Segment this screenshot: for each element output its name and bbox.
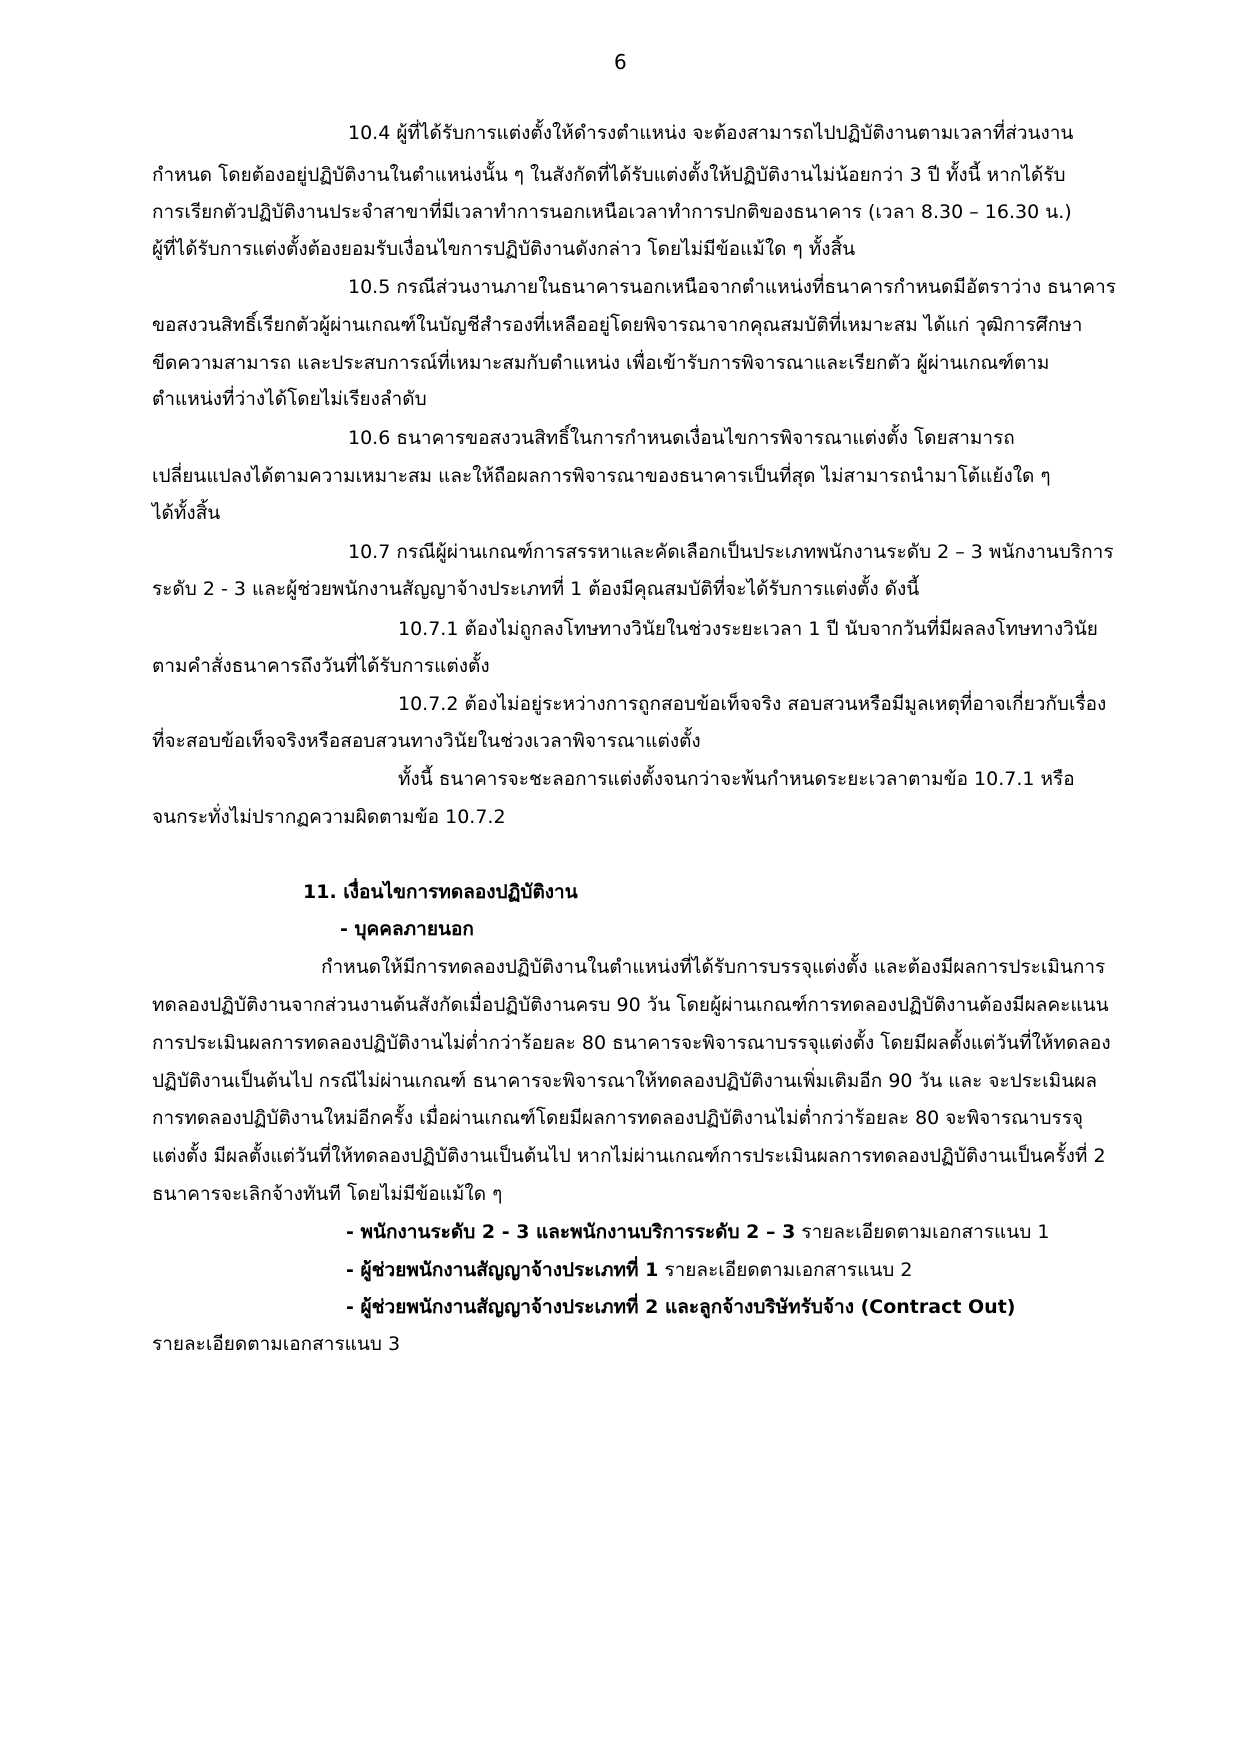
paragraph-line: ขอสงวนสิทธิ์เรียกตัวผู้ผ่านเกณฑ์ในบัญชีสำรองที่เหลืออยู่โดยพิจารณาจากคุณสมบัติที่เหมาะสม ได้แก่ วุฒิการศึกษา bbox=[152, 314, 1083, 336]
paragraph-line: การประเมินผลการทดลองปฏิบัติงานไม่ต่ำกว่าร้อยละ 80 ธนาคารจะพิจารณาบรรจุแต่งตั้ง โดยมีผลตั้งแต่วันที่ให้ทดลอง bbox=[152, 1032, 1111, 1054]
attachment-item bbox=[346, 1256, 913, 1284]
paragraph-line: จนกระทั่งไม่ปรากฏความผิดตามข้อ 10.7.2 bbox=[152, 806, 506, 828]
paragraph-line: การเรียกตัวปฏิบัติงานประจำสาขาที่มีเวลาทำการนอกเหนือเวลาทำการปกติของธนาคาร (เวลา 8.30 – 16.30 น.) bbox=[152, 201, 1072, 223]
paragraph-line: ตามคำสั่งธนาคารถึงวันที่ได้รับการแต่งตั้ง bbox=[152, 655, 490, 677]
attachment-item-title: - พนักงานระดับ 2 - 3 และพนักงานบริการระดับ 2 – 3 bbox=[346, 1221, 796, 1243]
section-heading: 11. เงื่อนไขการทดลองปฏิบัติงาน bbox=[303, 881, 578, 903]
paragraph-line: ตำแหน่งที่ว่างได้โดยไม่เรียงลำดับ bbox=[152, 388, 427, 410]
paragraph-line: 10.7.2 ต้องไม่อยู่ระหว่างการถูกสอบข้อเท็จจริง สอบสวนหรือมีมูลเหตุที่อาจเกี่ยวกับเรื่อง bbox=[398, 693, 1107, 715]
paragraph-line: ทั้งนี้ ธนาคารจะชะลอการแต่งตั้งจนกว่าจะพ้นกำหนดระยะเวลาตามข้อ 10.7.1 หรือ bbox=[398, 768, 1075, 790]
attachment-item-title: - ผู้ช่วยพนักงานสัญญาจ้างประเภทที่ 1 bbox=[346, 1259, 659, 1281]
paragraph-line: 10.6 ธนาคารขอสงวนสิทธิ์ในการกำหนดเงื่อนไขการพิจารณาแต่งตั้ง โดยสามารถ bbox=[348, 427, 1015, 449]
subsection-heading: - บุคคลภายนอก bbox=[340, 918, 474, 940]
paragraph-line: ขีดความสามารถ และประสบการณ์ที่เหมาะสมกับตำแหน่ง เพื่อเข้ารับการพิจารณาและเรียกตัว ผู้ผ่านเกณฑ์ตาม bbox=[152, 352, 1050, 374]
page-number: 6 bbox=[614, 50, 627, 74]
paragraph-line: 10.5 กรณีส่วนงานภายในธนาคารนอกเหนือจากตำแหน่งที่ธนาคารกำหนดมีอัตราว่าง ธนาคาร bbox=[348, 276, 1116, 298]
paragraph-line: แต่งตั้ง มีผลตั้งแต่วันที่ให้ทดลองปฏิบัติงานเป็นต้นไป หากไม่ผ่านเกณฑ์การประเมินผลการทดลองปฏิบัติงานเป็นครั้งที่ 2 bbox=[152, 1145, 1106, 1167]
paragraph-line: 10.7 กรณีผู้ผ่านเกณฑ์การสรรหาและคัดเลือกเป็นประเภทพนักงานระดับ 2 – 3 พนักงานบริการ bbox=[348, 541, 1114, 563]
paragraph-line: เปลี่ยนแปลงได้ตามความเหมาะสม และให้ถือผลการพิจารณาของธนาคารเป็นที่สุด ไม่สามารถนำมาโต้แย้งใด ๆ bbox=[152, 465, 1051, 487]
attachment-item-detail: รายละเอียดตามเอกสารแนบ 1 bbox=[795, 1221, 1050, 1243]
paragraph-line: กำหนด โดยต้องอยู่ปฏิบัติงานในตำแหน่งนั้น ๆ ในสังกัดที่ได้รับแต่งตั้งให้ปฏิบัติงานไม่น้อยกว่า 3 ปี ทั้งนี้ หากได้รับ bbox=[152, 164, 1066, 186]
paragraph-line: กำหนดให้มีการทดลองปฏิบัติงานในตำแหน่งที่ได้รับการบรรจุแต่งตั้ง และต้องมีผลการประเมินการ bbox=[321, 956, 1106, 978]
paragraph-line: 10.4 ผู้ที่ได้รับการแต่งตั้งให้ดำรงตำแหน่ง จะต้องสามารถไปปฏิบัติงานตามเวลาที่ส่วนงาน bbox=[348, 122, 1074, 144]
attachment-item-detail: รายละเอียดตามเอกสารแนบ 3 bbox=[152, 1333, 401, 1355]
paragraph-line: ผู้ที่ได้รับการแต่งตั้งต้องยอมรับเงื่อนไขการปฏิบัติงานดังกล่าว โดยไม่มีข้อแม้ใด ๆ ทั้งสิ้น bbox=[152, 238, 856, 260]
paragraph-line: ระดับ 2 - 3 และผู้ช่วยพนักงานสัญญาจ้างประเภทที่ 1 ต้องมีคุณสมบัติที่จะได้รับการแต่งตั้ง ดังนี้ bbox=[152, 578, 920, 600]
paragraph-line: ทดลองปฏิบัติงานจากส่วนงานต้นสังกัดเมื่อปฏิบัติงานครบ 90 วัน โดยผู้ผ่านเกณฑ์การทดลองปฏิบัติงานต้องมีผลคะแนน bbox=[152, 994, 1109, 1016]
paragraph-line: การทดลองปฏิบัติงานใหม่อีกครั้ง เมื่อผ่านเกณฑ์โดยมีผลการทดลองปฏิบัติงานไม่ต่ำกว่าร้อยละ 80 จะพิจารณาบรรจุ bbox=[152, 1107, 1084, 1129]
attachment-item-detail: รายละเอียดตามเอกสารแนบ 2 bbox=[658, 1259, 913, 1281]
attachment-item bbox=[346, 1218, 1049, 1246]
attachment-item-title: - ผู้ช่วยพนักงานสัญญาจ้างประเภทที่ 2 และลูกจ้างบริษัทรับจ้าง (Contract Out) bbox=[346, 1296, 1016, 1318]
paragraph-line: ที่จะสอบข้อเท็จจริงหรือสอบสวนทางวินัยในช่วงเวลาพิจารณาแต่งตั้ง bbox=[152, 730, 701, 752]
paragraph-line: ปฏิบัติงานเป็นต้นไป กรณีไม่ผ่านเกณฑ์ ธนาคารจะพิจารณาให้ทดลองปฏิบัติงานเพิ่มเติมอีก 90 วัน และ จะประเมินผล bbox=[152, 1070, 1097, 1092]
paragraph-line: 10.7.1 ต้องไม่ถูกลงโทษทางวินัยในช่วงระยะเวลา 1 ปี นับจากวันที่มีผลลงโทษทางวินัย bbox=[398, 618, 1098, 640]
paragraph-line: ธนาคารจะเลิกจ้างทันที โดยไม่มีข้อแม้ใด ๆ bbox=[152, 1183, 503, 1205]
paragraph-line: ได้ทั้งสิ้น bbox=[152, 502, 221, 524]
